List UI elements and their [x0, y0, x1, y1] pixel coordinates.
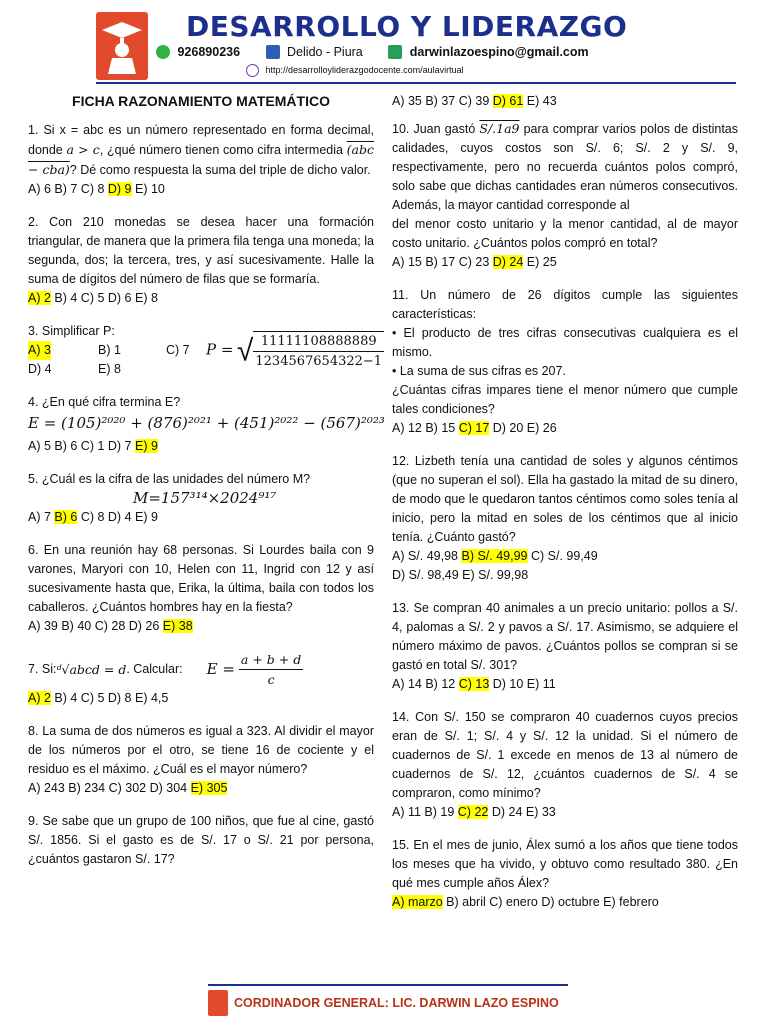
q3-text: 3. Simplificar P: — [28, 324, 115, 338]
email-icon — [388, 45, 402, 59]
page-title: FICHA RAZONAMIENTO MATEMÁTICO — [72, 93, 330, 109]
phone: 926890236 — [177, 44, 241, 59]
question-13: 13. Se compran 40 animales a un precio unitario: pollos a S/. 4, palomas a S/. 2 y pavos a S/. 17. Asimismo, se adquiere el número máximo de pavos. ¿Cuántos pollos se compran si se gastó en total S/. 301? — [392, 601, 738, 672]
q7-text-b: . Calcular: — [126, 662, 183, 676]
q10-answer: D) 24 — [492, 255, 524, 269]
q14-options — [392, 803, 738, 822]
q10-amount: S/.1a9 — [479, 121, 520, 136]
q3-option-b: B) 1 — [98, 343, 121, 357]
footer-logo-icon — [208, 990, 228, 1016]
q8-answer: E) 305 — [190, 781, 228, 795]
brand-title: DESARROLLO Y LIDERAZGO — [186, 10, 628, 43]
question-11: 11. Un número de 26 dígitos cumple las siguientes características: — [392, 288, 738, 321]
q9-opts-post: E) 43 — [523, 94, 557, 108]
q5-formula: M=157³¹⁴×2024⁹¹⁷ — [133, 489, 277, 507]
question-4: 4. ¿En qué cifra termina E? — [28, 395, 181, 409]
q11-question: ¿Cuántas cifras impares tiene el menor número que cumple tales condiciones? — [392, 383, 738, 416]
q13-options — [392, 675, 738, 694]
q7-answer: A) 2 — [28, 691, 51, 705]
q12-answer: B) S/. 49,99 — [461, 549, 528, 563]
question-5: 5. ¿Cuál es la cifra de las unidades del número M? — [28, 472, 311, 486]
q5-opts-pre: A) 7 — [28, 510, 55, 524]
whatsapp-icon — [156, 45, 170, 59]
q7-numerator: a + b + d — [239, 650, 303, 670]
q11-options — [392, 419, 738, 438]
q11-opts-pre: A) 12 B) 15 — [392, 421, 459, 435]
q7-e-label: E = — [206, 660, 235, 678]
q1-text-b: , ¿qué número tienen como cifra intermedia — [99, 143, 347, 157]
header — [96, 10, 736, 84]
q1-answer: D) 9 — [107, 182, 132, 196]
left-column — [28, 92, 385, 869]
q13-opts-post: D) 10 E) 11 — [489, 677, 556, 691]
question-14: 14. Con S/. 150 se compraron 40 cuadernos cuyos precios eran de S/. 1; S/. 4 y S/. 12 la unidad. Si el número de cuadernos de S/. 1 excede en menos de 13 al número de cuadernos de S/. 12, ¿cuántos cuadernos de S/. 4 se compraron, como mínimo? — [392, 710, 738, 800]
q10-opts-post: E) 25 — [523, 255, 557, 269]
q3-formula: P = √ $\frac{11111108888889}{1234567654322-1}$ — [206, 331, 384, 371]
q5-opts-post: C) 8 D) 4 E) 9 — [77, 510, 158, 524]
q8-options — [28, 779, 374, 798]
footer — [208, 990, 568, 1018]
question-6: 6. En una reunión hay 68 personas. Si Lourdes baila con 9 varones, Maryori con 10, Helen con 11, Ingrid con 12 y así sucesivamente hasta que, Erika, la última, baila con todos los caballeros. ¿Cuántos hombres hay en la fiesta? — [28, 543, 374, 614]
question-2: 2. Con 210 monedas se desea hacer una formación triangular, de manera que la primera fila tenga una moneda; la segunda, dos; la tercera, tres, y así sucesivamente. Halle la suma de dígitos del número de filas que se formaría. — [28, 215, 374, 286]
q4-formula: E = (105)²⁰²⁰ + (876)²⁰²¹ + (451)²⁰²² − (567)²⁰²³ — [28, 414, 385, 432]
email: darwinlazoespino@gmail.com — [409, 44, 589, 59]
website-line — [246, 64, 464, 77]
q9-opts-pre: A) 35 B) 37 C) 39 — [392, 94, 493, 108]
q11-opts-post: D) 20 E) 26 — [489, 421, 557, 435]
q10-options — [392, 253, 738, 272]
q8-opts-pre: A) 243 B) 234 C) 302 D) 304 — [28, 781, 191, 795]
q2-opts-post: B) 4 C) 5 D) 6 E) 8 — [50, 291, 158, 305]
q14-opts-pre: A) 11 B) 19 — [392, 805, 458, 819]
q12-opts-post: C) S/. 99,49 — [527, 549, 598, 563]
q12-options-line2: D) S/. 98,49 E) S/. 99,98 — [392, 568, 529, 582]
q3-option-d: D) 4 — [28, 362, 52, 376]
question-7 — [28, 650, 374, 689]
q15-options — [392, 893, 738, 912]
q4-opts-pre: A) 5 B) 6 C) 1 D) 7 — [28, 439, 135, 453]
website: http://desarrolloyliderazgodocente.com/aulavirtual — [265, 64, 464, 75]
q9-options — [392, 92, 738, 111]
facebook-name: Delido - Piura — [287, 44, 363, 59]
question-1 — [28, 121, 374, 180]
q6-options — [28, 617, 374, 636]
q4-answer: E) 9 — [134, 439, 158, 453]
q14-answer: C) 22 — [457, 805, 489, 819]
q14-opts-post: D) 24 E) 33 — [488, 805, 556, 819]
graduation-logo-icon — [96, 12, 148, 80]
q12-opts-pre: A) S/. 49,98 — [392, 549, 462, 563]
q5-options — [28, 508, 374, 527]
q7-denominator: c — [267, 672, 275, 687]
q10-text-a: 10. Juan gastó — [392, 122, 480, 136]
header-divider — [96, 82, 736, 84]
q3-numerator: 11111108888889 — [253, 332, 384, 352]
q12-options — [392, 547, 738, 566]
q3-answer: A) 3 — [28, 341, 51, 360]
globe-icon — [246, 64, 259, 77]
question-10 — [392, 119, 738, 215]
q3-denominator: 1234567654322−1 — [255, 353, 383, 369]
q11-bullet-2: • La suma de sus cifras es 207. — [392, 364, 566, 378]
q3-p-label: P = — [206, 339, 234, 358]
footer-divider — [208, 984, 568, 986]
q7-radical: ᵈ√abcd = d — [56, 662, 127, 677]
q7-text-a: 7. Si: — [28, 662, 57, 676]
q6-answer: E) 38 — [162, 619, 193, 633]
question-12: 12. Lizbeth tenía una cantidad de soles y algunos céntimos (que no superan el sol). Ella ha gastado la mitad de su dinero, de modo que le quedaron tantos céntimos como soles tenía al inicio, pero la mitad en soles de los céntimos que al inicio tenía. ¿Cuánto gastó? — [392, 454, 738, 544]
q1-condition: a > c — [66, 142, 100, 157]
q15-answer: A) marzo — [392, 895, 443, 909]
q10-text-c: del menor costo unitario y la menor cantidad, al de mayor costo unitario. ¿Cuántos polos compró en total? — [392, 217, 738, 250]
q1-text-c: ? Dé como respuesta la suma del triple de dicho valor. — [69, 163, 371, 177]
question-3 — [28, 322, 383, 379]
q3-option-c: C) 7 — [166, 343, 190, 357]
q10-opts-pre: A) 15 B) 17 C) 23 — [392, 255, 493, 269]
q4-options — [28, 437, 374, 456]
right-column — [392, 92, 738, 926]
q1-opts-pre: A) 6 B) 7 C) 8 — [28, 182, 108, 196]
q15-opts-post: B) abril C) enero D) octubre E) febrero — [442, 895, 659, 909]
q5-answer: B) 6 — [54, 510, 78, 524]
q9-answer: D) 61 — [492, 94, 524, 108]
q13-opts-pre: A) 14 B) 12 — [392, 677, 459, 691]
q6-opts-pre: A) 39 B) 40 C) 28 D) 26 — [28, 619, 163, 633]
footer-text: CORDINADOR GENERAL: LIC. DARWIN LAZO ESPINO — [234, 996, 559, 1010]
q13-answer: C) 13 — [458, 677, 490, 691]
q10-text-b: para comprar varios polos de distintas calidades, cuyos costos son S/. 6; S/. 2 y S/. 9, respectivamente, pero no recuerda cuántos polos compró, solo sabe que dichas cantidades eran números consecutivos. Además, la mayor cantidad corresponde al — [392, 122, 738, 212]
facebook-icon — [266, 45, 280, 59]
q3-option-e: E) 8 — [98, 362, 121, 376]
q11-answer: C) 17 — [458, 421, 490, 435]
q7-opts-post: B) 4 C) 5 D) 8 E) 4,5 — [50, 691, 169, 705]
q7-options — [28, 689, 374, 708]
q2-answer: A) 2 — [28, 291, 51, 305]
q1-options — [28, 180, 374, 199]
q1-opts-post: E) 10 — [131, 182, 165, 196]
question-15: 15. En el mes de junio, Álex sumó a los años que tiene todos los meses que ha vivido, y obtuvo como resultado 380. ¿En qué mes cumple años Álex? — [392, 838, 738, 890]
q11-bullet-1: • El producto de tres cifras consecutivas cualquiera es el mismo. — [392, 326, 738, 359]
q1-text-a: 1. Si x = abc es un número representado en forma decimal, donde — [28, 123, 374, 157]
contact-line — [156, 44, 589, 59]
q2-options — [28, 289, 374, 308]
q1-expression: (abc − cba) — [28, 142, 375, 177]
question-9: 9. Se sabe que un grupo de 100 niños, que fue al cine, gastó S/. 1856. Si el gasto es de S/. 17 o S/. 21 por persona, ¿cuántos gastaron S/. 17? — [28, 814, 374, 866]
question-8: 8. La suma de dos números es igual a 323. Al dividir el mayor de los números por el otro, se tiene 16 de cociente y el residuo es el máximo. ¿Cuál es el mayor número? — [28, 724, 374, 776]
